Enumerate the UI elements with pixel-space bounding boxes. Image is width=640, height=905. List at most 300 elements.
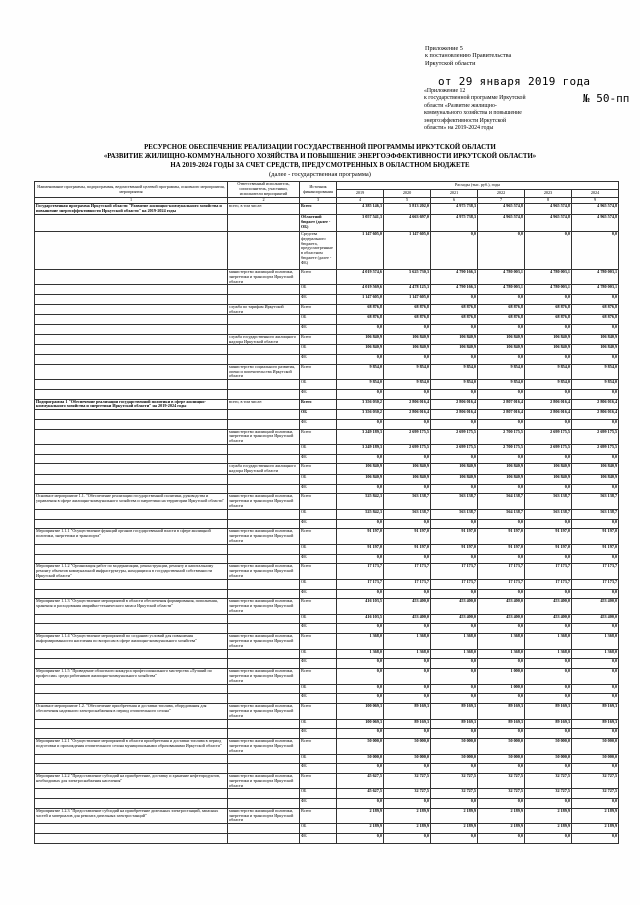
row-executor: министерство жилищной политики, энергетики и транспорта Иркутской области [228, 599, 300, 615]
table-row [35, 764, 619, 774]
row-source: ОБ [300, 510, 337, 520]
row-name [35, 419, 228, 429]
row-source: Всего [300, 464, 337, 475]
row-value: 32 727,5 [431, 789, 478, 799]
row-value: 0,0 [525, 694, 572, 704]
row-value: 0,0 [572, 484, 619, 494]
row-value: 0,0 [525, 799, 572, 809]
row-executor [228, 614, 300, 624]
header-colnum: 2 [228, 198, 300, 204]
row-source: Всего [300, 399, 337, 410]
row-value: 0,0 [525, 764, 572, 774]
row-value: 5 625 730,3 [384, 269, 431, 285]
row-value: 453 400,0 [525, 599, 572, 615]
row-source: Всего [300, 364, 337, 380]
row-value: 0,0 [478, 694, 525, 704]
row-value: 0,0 [337, 694, 384, 704]
row-value: 106 840,9 [572, 334, 619, 345]
table-row [35, 345, 619, 355]
row-value: 0,0 [478, 231, 525, 269]
row-name [35, 659, 228, 669]
row-source: ФБ [300, 694, 337, 704]
row-executor: министерство жилищной политики, энергетики и транспорта Иркутской области [228, 773, 300, 789]
row-value: 91 197,0 [572, 545, 619, 555]
row-executor: министерство жилищной политики, энергетики и транспорта Иркутской области [228, 269, 300, 285]
row-executor [228, 719, 300, 729]
row-value: 0,0 [478, 419, 525, 429]
row-value: 2 189,9 [572, 824, 619, 834]
row-value: 2 189,9 [572, 808, 619, 824]
row-value: 0,0 [337, 419, 384, 429]
row-value: 0,0 [572, 589, 619, 599]
row-value: 0,0 [525, 295, 572, 305]
row-value: 1 368,0 [431, 634, 478, 650]
row-value: 106 840,9 [337, 464, 384, 475]
table-row [35, 614, 619, 624]
row-value: 4 478 125,3 [384, 285, 431, 295]
row-value: 91 197,0 [337, 529, 384, 545]
table-row [35, 510, 619, 520]
row-executor [228, 579, 300, 589]
row-value: 453 400,0 [478, 599, 525, 615]
row-executor [228, 345, 300, 355]
row-value: 0,0 [525, 554, 572, 564]
row-value: 0,0 [478, 799, 525, 809]
table-row [35, 454, 619, 464]
row-value: 0,0 [431, 684, 478, 694]
row-source: Средства федерального бюджета, предусмотренные в областном бюджете (далее - ФБ) [300, 231, 337, 269]
row-value: 1 368,0 [384, 649, 431, 659]
row-value: 32 727,5 [525, 773, 572, 789]
row-name [35, 519, 228, 529]
row-executor [228, 214, 300, 231]
row-source: ОБ [300, 649, 337, 659]
row-source: ФБ [300, 764, 337, 774]
table-row [35, 694, 619, 704]
row-value: 0,0 [572, 833, 619, 843]
row-value: 1 368,0 [525, 649, 572, 659]
row-name: Государственная программа Иркутской области "Развитие жилищно-коммунального хозяйства и повышение энергоэффективности Иркутской области" на 2019-2024 годы [35, 203, 228, 214]
row-name [35, 729, 228, 739]
row-value: 91 197,0 [431, 545, 478, 555]
row-source: ФБ [300, 833, 337, 843]
row-value: 0,0 [525, 659, 572, 669]
row-value: 0,0 [431, 799, 478, 809]
row-source: ФБ [300, 355, 337, 365]
table-row [35, 445, 619, 455]
row-value: 0,0 [384, 484, 431, 494]
sub-appendix-line: области «Развитие жилищно- [424, 102, 497, 109]
sub-appendix-line: «Приложение 12 [424, 88, 466, 94]
row-source: ОБ [300, 380, 337, 390]
row-source: Областной бюджет (далее - ОБ) [300, 214, 337, 231]
row-value: 50 000,0 [525, 738, 572, 754]
header-colnum: 7 [478, 198, 525, 204]
row-value: 0,0 [478, 833, 525, 843]
row-value: 9 854,0 [384, 380, 431, 390]
table-row [35, 589, 619, 599]
row-value: 68 876,8 [337, 304, 384, 315]
row-value: 2 189,9 [431, 808, 478, 824]
resource-table [34, 181, 619, 844]
row-value: 0,0 [384, 764, 431, 774]
row-value: 0,0 [431, 668, 478, 684]
row-value: 106 840,9 [337, 345, 384, 355]
row-value: 91 197,0 [431, 529, 478, 545]
row-value: 0,0 [431, 419, 478, 429]
row-source: Всего [300, 634, 337, 650]
row-name [35, 285, 228, 295]
row-value: 17 173,7 [431, 564, 478, 580]
row-value: 564 138,7 [478, 494, 525, 510]
row-value: 0,0 [431, 589, 478, 599]
header-year: 2022 [478, 190, 525, 198]
table-row [35, 231, 619, 269]
row-value: 32 727,5 [384, 789, 431, 799]
row-source: ФБ [300, 419, 337, 429]
row-value: 45 627,5 [337, 789, 384, 799]
row-source: Всего [300, 773, 337, 789]
row-executor [228, 589, 300, 599]
row-name [35, 364, 228, 380]
row-executor [228, 389, 300, 399]
row-value: 106 840,9 [525, 475, 572, 485]
row-value: 106 840,9 [525, 464, 572, 475]
row-executor: министерство жилищной политики, энергетики и транспорта Иркутской области [228, 634, 300, 650]
row-executor [228, 649, 300, 659]
row-value: 106 840,9 [478, 334, 525, 345]
row-value: 91 197,0 [572, 529, 619, 545]
row-source: Всего [300, 269, 337, 285]
row-executor: министерство жилищной политики, энергетики и транспорта Иркутской области [228, 738, 300, 754]
row-value: 1 368,0 [572, 649, 619, 659]
row-value: 1 147 605,0 [384, 295, 431, 305]
row-executor [228, 764, 300, 774]
row-executor [228, 355, 300, 365]
row-value: 2 699 175,5 [525, 445, 572, 455]
row-value: 0,0 [337, 659, 384, 669]
row-value: 453 400,0 [525, 614, 572, 624]
row-value: 0,0 [525, 624, 572, 634]
row-value: 1 368,0 [384, 634, 431, 650]
table-row [35, 295, 619, 305]
row-name: Подпрограмма 1 "Обеспечение реализации государственной политики в сфере жилищно-коммунального хозяйства и энергетики Иркутской области" на 2019-2024 годы [35, 399, 228, 410]
row-value: 0,0 [384, 554, 431, 564]
row-value: 9 854,0 [384, 364, 431, 380]
header-expenses: Расходы (тыс. руб.), годы [337, 182, 619, 190]
table-row [35, 703, 619, 719]
row-value: 9 854,0 [337, 364, 384, 380]
row-executor [228, 554, 300, 564]
row-value: 563 138,7 [431, 494, 478, 510]
row-source: ФБ [300, 729, 337, 739]
row-value: 563 138,7 [431, 510, 478, 520]
table-row [35, 334, 619, 345]
row-value: 106 840,9 [572, 345, 619, 355]
row-value: 9 854,0 [337, 380, 384, 390]
row-value: 2 189,9 [337, 808, 384, 824]
row-source: ОБ [300, 579, 337, 589]
row-value: 68 876,8 [572, 304, 619, 315]
row-source: ОБ [300, 824, 337, 834]
row-value: 0,0 [384, 589, 431, 599]
row-value: 91 197,0 [478, 545, 525, 555]
row-value: 0,0 [572, 799, 619, 809]
row-source: ОБ [300, 545, 337, 555]
row-source: ОБ [300, 614, 337, 624]
row-value: 32 727,5 [431, 773, 478, 789]
row-value: 0,0 [478, 484, 525, 494]
row-value: 106 840,9 [572, 475, 619, 485]
row-value: 91 197,0 [525, 529, 572, 545]
row-value: 2 189,9 [384, 824, 431, 834]
row-value: 0,0 [337, 554, 384, 564]
row-value: 2 189,9 [431, 824, 478, 834]
row-value: 5 813 202,0 [384, 203, 431, 214]
row-value: 3 249 189,3 [337, 429, 384, 445]
row-source: ОБ [300, 285, 337, 295]
row-value: 1 000,0 [478, 668, 525, 684]
row-source: ФБ [300, 295, 337, 305]
row-value: 2 806 016,4 [525, 399, 572, 410]
row-value: 0,0 [337, 668, 384, 684]
row-name [35, 214, 228, 231]
table-row [35, 649, 619, 659]
row-value: 0,0 [337, 389, 384, 399]
row-value: 453 400,0 [384, 614, 431, 624]
row-source: ФБ [300, 659, 337, 669]
row-value: 17 173,7 [431, 579, 478, 589]
header-colnum: 5 [384, 198, 431, 204]
table-row [35, 519, 619, 529]
row-value: 0,0 [431, 833, 478, 843]
row-value: 2 806 016,4 [431, 410, 478, 420]
row-value: 1 368,0 [478, 649, 525, 659]
row-value: 2 189,9 [525, 824, 572, 834]
row-value: 106 840,9 [384, 464, 431, 475]
row-value: 0,0 [431, 231, 478, 269]
row-value: 563 138,7 [384, 494, 431, 510]
row-value: 106 840,9 [572, 464, 619, 475]
row-value: 563 138,7 [384, 510, 431, 520]
row-source: ОБ [300, 475, 337, 485]
row-value: 9 854,0 [525, 380, 572, 390]
row-name: Мероприятие 1.1.3 "Осуществление мероприятий в области обеспечения формирования, пополнения, хранения и расходования аварийно-технического запаса Иркутской области" [35, 599, 228, 615]
row-value: 106 840,9 [431, 475, 478, 485]
row-value: 17 173,7 [384, 579, 431, 589]
row-source: Всего [300, 599, 337, 615]
row-value: 106 840,9 [337, 334, 384, 345]
row-value: 2 699 175,5 [572, 445, 619, 455]
row-source: ФБ [300, 554, 337, 564]
row-source: ФБ [300, 519, 337, 529]
row-value: 0,0 [478, 519, 525, 529]
row-name: Основное мероприятие 1.1. "Обеспечение реализации государственной политики, руководства и управления в сфере жилищно-коммунального хозяйства и энергетики на территории Иркутской области" [35, 494, 228, 510]
table-row [35, 545, 619, 555]
row-value: 0,0 [337, 454, 384, 464]
row-value: 68 876,8 [478, 304, 525, 315]
row-value: 89 169,3 [384, 719, 431, 729]
row-executor [228, 799, 300, 809]
row-value: 50 000,0 [337, 738, 384, 754]
row-value: 17 173,7 [525, 564, 572, 580]
row-value: 453 400,0 [572, 599, 619, 615]
row-value: 91 197,0 [384, 529, 431, 545]
row-executor [228, 519, 300, 529]
row-value: 32 727,5 [572, 789, 619, 799]
row-source: ФБ [300, 325, 337, 335]
row-value: 0,0 [525, 833, 572, 843]
header-name: Наименование программы, подпрограммы, ведомственной целевой программы, основного мероприятия, мероприятия [35, 182, 228, 198]
row-value: 17 173,7 [384, 564, 431, 580]
row-executor [228, 475, 300, 485]
row-value: 89 169,3 [478, 703, 525, 719]
row-source: Всего [300, 494, 337, 510]
row-value: 0,0 [478, 554, 525, 564]
table-row [35, 624, 619, 634]
row-executor: министерство жилищной политики, энергетики и транспорта Иркутской области [228, 429, 300, 445]
row-value: 0,0 [384, 659, 431, 669]
row-value: 4 965 574,8 [525, 203, 572, 214]
row-value: 2 700 175,5 [478, 445, 525, 455]
header-colnum: 4 [337, 198, 384, 204]
row-value: 106 840,9 [337, 475, 384, 485]
row-value: 0,0 [431, 454, 478, 464]
row-value: 32 727,5 [478, 789, 525, 799]
row-value: 4 965 574,8 [478, 214, 525, 231]
row-source: ФБ [300, 389, 337, 399]
row-value: 106 840,9 [384, 475, 431, 485]
header-year: 2021 [431, 190, 478, 198]
row-source: Всего [300, 334, 337, 345]
row-value: 1 368,0 [525, 634, 572, 650]
row-value: 563 138,7 [525, 494, 572, 510]
row-value: 9 854,0 [572, 364, 619, 380]
table-row [35, 799, 619, 809]
table-row [35, 808, 619, 824]
row-value: 68 876,8 [384, 304, 431, 315]
row-value: 0,0 [337, 355, 384, 365]
table-row [35, 773, 619, 789]
row-value: 0,0 [525, 454, 572, 464]
row-value: 0,0 [525, 419, 572, 429]
table-row [35, 364, 619, 380]
row-value: 0,0 [384, 624, 431, 634]
row-value: 0,0 [525, 484, 572, 494]
row-value: 0,0 [337, 519, 384, 529]
row-name [35, 554, 228, 564]
row-value: 0,0 [431, 355, 478, 365]
row-value: 564 138,7 [478, 510, 525, 520]
table-row [35, 634, 619, 650]
table-row [35, 738, 619, 754]
row-value: 0,0 [384, 833, 431, 843]
row-value: 4 790 166,3 [431, 269, 478, 285]
row-value: 17 173,7 [337, 579, 384, 589]
row-value: 3 356 030,2 [337, 399, 384, 410]
row-value: 50 000,0 [384, 738, 431, 754]
row-executor: министерство социального развития, опеки и попечительства Иркутской области [228, 364, 300, 380]
row-source: ФБ [300, 624, 337, 634]
row-executor [228, 510, 300, 520]
row-value: 50 000,0 [478, 738, 525, 754]
row-value: 50 000,0 [478, 754, 525, 764]
row-value: 0,0 [478, 764, 525, 774]
row-value: 0,0 [431, 484, 478, 494]
row-executor [228, 410, 300, 420]
row-value: 2 189,9 [384, 808, 431, 824]
row-executor [228, 285, 300, 295]
row-value: 0,0 [337, 729, 384, 739]
row-executor [228, 659, 300, 669]
row-value: 0,0 [337, 799, 384, 809]
row-name [35, 325, 228, 335]
row-value: 32 727,5 [525, 789, 572, 799]
row-source: Всего [300, 703, 337, 719]
row-source: ОБ [300, 315, 337, 325]
row-name [35, 380, 228, 390]
row-value: 4 975 738,3 [431, 214, 478, 231]
row-value: 2 806 016,4 [431, 399, 478, 410]
row-executor [228, 833, 300, 843]
row-value: 91 197,0 [337, 545, 384, 555]
row-value: 89 169,3 [431, 719, 478, 729]
row-value: 3 249 189,3 [337, 445, 384, 455]
header-year: 2024 [572, 190, 619, 198]
row-value: 91 197,0 [478, 529, 525, 545]
table-body [35, 203, 619, 843]
row-value: 0,0 [572, 519, 619, 529]
row-value: 106 840,9 [478, 345, 525, 355]
row-value: 89 169,3 [431, 703, 478, 719]
row-value: 0,0 [431, 519, 478, 529]
title-line: «РАЗВИТИЕ ЖИЛИЩНО-КОММУНАЛЬНОГО ХОЗЯЙСТВА И ПОВЫШЕНИЕ ЭНЕРГОЭФФЕКТИВНОСТИ ИРКУТСКОЙ ОБЛАСТИ» [103, 153, 537, 160]
row-value: 0,0 [572, 355, 619, 365]
row-name [35, 789, 228, 799]
row-value: 0,0 [525, 519, 572, 529]
table-row [35, 380, 619, 390]
row-value: 0,0 [384, 729, 431, 739]
row-source: ОБ [300, 789, 337, 799]
row-value: 4 780 003,1 [572, 269, 619, 285]
row-value: 0,0 [525, 684, 572, 694]
row-value: 9 854,0 [478, 364, 525, 380]
appendix-line: Иркутской области [425, 59, 476, 67]
row-value: 2 806 016,4 [572, 399, 619, 410]
row-value: 0,0 [572, 554, 619, 564]
appendix-line: к постановлению Правительства [425, 52, 512, 60]
row-source: Всего [300, 808, 337, 824]
row-executor [228, 694, 300, 704]
row-value: 0,0 [525, 231, 572, 269]
row-name [35, 589, 228, 599]
row-value: 32 727,5 [478, 773, 525, 789]
row-value: 50 000,0 [572, 754, 619, 764]
row-source: ОБ [300, 684, 337, 694]
table-row [35, 684, 619, 694]
row-value: 0,0 [478, 295, 525, 305]
row-name [35, 719, 228, 729]
row-value: 68 876,8 [431, 315, 478, 325]
row-value: 453 400,0 [478, 614, 525, 624]
row-name: Основное мероприятие 1.2. "Обеспечение приобретения и доставки топлива, оборудования для обеспечения надежного электроснабжения в период отопительного сезона" [35, 703, 228, 719]
row-value: 0,0 [525, 389, 572, 399]
row-value: 0,0 [572, 454, 619, 464]
table-row [35, 464, 619, 475]
row-value: 0,0 [384, 325, 431, 335]
row-value: 0,0 [572, 624, 619, 634]
row-value: 4 780 003,1 [478, 269, 525, 285]
